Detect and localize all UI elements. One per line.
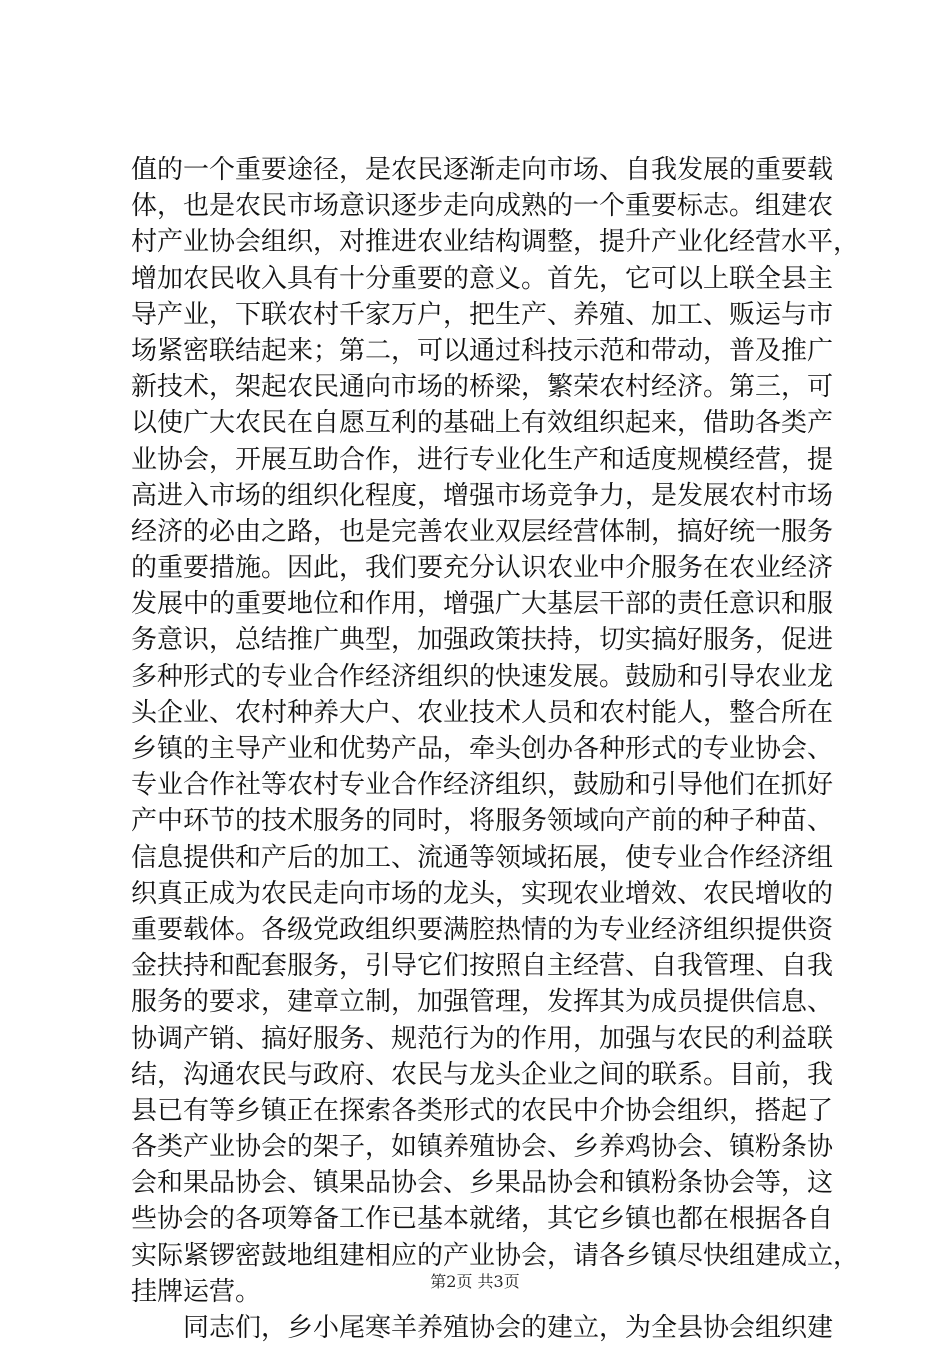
paragraph-line: 增加农民收入具有十分重要的意义。首先，它可以上联全县主 <box>131 263 834 294</box>
paragraph-line: 头企业、农村种养大户、农业技术人员和农村能人，整合所在 <box>131 697 834 728</box>
paragraph-line: 体，也是农民市场意识逐步走向成熟的一个重要标志。组建农 <box>131 191 834 222</box>
paragraph-line: 村产业协会组织，对推进农业结构调整，提升产业化经营水平， <box>131 227 860 258</box>
paragraph-line: 乡镇的主导产业和优势产品，牵头创办各种形式的专业协会、 <box>131 734 834 764</box>
paragraph-line: 务意识，总结推广典型，加强政策扶持，切实搞好服务，促进 <box>131 625 834 656</box>
paragraph-line: 产中环节的技术服务的同时，将服务领域向产前的种子种苗、 <box>131 806 834 837</box>
paragraph-line: 高进入市场的组织化程度，增强市场竞争力，是发展农村市场 <box>131 480 834 511</box>
paragraph-line: 结，沟通农民与政府、农民与龙头企业之间的联系。目前，我 <box>131 1059 834 1090</box>
paragraph-line: 的重要措施。因此，我们要充分认识农业中介服务在农业经济 <box>131 553 834 584</box>
paragraph-line: 值的一个重要途径，是农民逐渐走向市场、自我发展的重要载 <box>131 155 834 185</box>
paragraph-line: 各类产业协会的架子，如镇养殖协会、乡养鸡协会、镇粉条协 <box>131 1132 834 1163</box>
paragraph-line: 金扶持和配套服务，引导它们按照自主经营、自我管理、自我 <box>131 951 834 982</box>
paragraph-line: 多种形式的专业合作经济组织的快速发展。鼓励和引导农业龙 <box>131 661 834 692</box>
paragraph-line: 发展中的重要地位和作用，增强广大基层干部的责任意识和服 <box>131 589 834 620</box>
paragraph-line: 场紧密联结起来；第二，可以通过科技示范和带动，普及推广 <box>131 335 834 366</box>
paragraph-line: 会和果品协会、镇果品协会、乡果品协会和镇粉条协会等，这 <box>131 1168 834 1199</box>
paragraph-line: 同志们，乡小尾寒羊养殖协会的建立，为全县协会组织建 <box>183 1313 834 1343</box>
paragraph-line: 导产业，下联农村千家万户，把生产、养殖、加工、贩运与市 <box>131 299 834 330</box>
paragraph-1 <box>131 152 860 1310</box>
paragraph-line: 县已有等乡镇正在探索各类形式的农民中介协会组织，搭起了 <box>131 1095 834 1126</box>
paragraph-line: 信息提供和产后的加工、流通等领域拓展，使专业合作经济组 <box>131 842 834 873</box>
paragraph-line: 些协会的各项筹备工作已基本就绪，其它乡镇也都在根据各自 <box>131 1204 834 1235</box>
document-body <box>131 152 860 1346</box>
paragraph-line: 协调产销、搞好服务、规范行为的作用，加强与农民的利益联 <box>131 1023 834 1054</box>
paragraph-line: 新技术，架起农民通向市场的桥梁，繁荣农村经济。第三，可 <box>131 372 834 403</box>
page-number-footer: 第2页 共3页 <box>430 1272 520 1291</box>
paragraph-line: 实际紧锣密鼓地组建相应的产业协会，请各乡镇尽快组建成立， <box>131 1240 860 1271</box>
paragraph-2 <box>131 1310 834 1346</box>
paragraph-line: 重要载体。各级党政组织要满腔热情的为专业经济组织提供资 <box>131 914 834 945</box>
paragraph-line: 挂牌运营。 <box>131 1276 262 1307</box>
paragraph-line: 经济的必由之路，也是完善农业双层经营体制，搞好统一服务 <box>131 516 834 547</box>
paragraph-line: 以使广大农民在自愿互利的基础上有效组织起来，借助各类产 <box>131 408 834 439</box>
paragraph-line: 服务的要求，建章立制，加强管理，发挥其为成员提供信息、 <box>131 987 834 1018</box>
paragraph-line: 织真正成为农民走向市场的龙头，实现农业增效、农民增收的 <box>131 878 834 909</box>
paragraph-line: 业协会，开展互助合作，进行专业化生产和适度规模经营，提 <box>131 444 834 475</box>
paragraph-line: 专业合作社等农村专业合作经济组织，鼓励和引导他们在抓好 <box>131 770 834 801</box>
